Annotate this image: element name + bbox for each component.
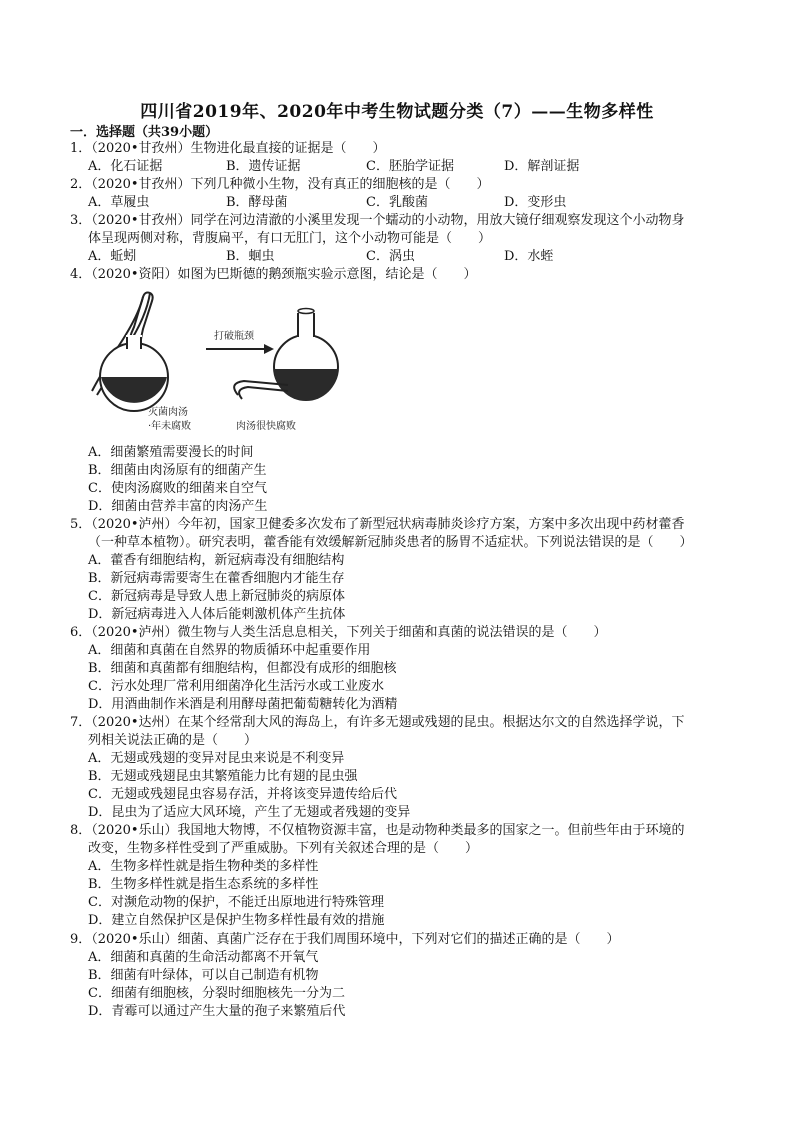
question-6-stem: 6．（2020•泸州）微生物与人类生活息息相关，下列关于细菌和真菌的说法错误的是（ ） [70, 625, 607, 640]
question-3-option-a: A．蚯蚓 [88, 249, 137, 264]
swan-neck-flask [92, 293, 168, 412]
question-3-option-c: C．涡虫 [366, 249, 415, 264]
question-7-option-a: A．无翅或残翅的变异对昆虫来说是不利变异 [88, 751, 345, 766]
question-9-option-c: C．细菌有细胞核，分裂时细胞核先一分为二 [88, 986, 345, 1001]
swan-neck-flask-figure [88, 287, 368, 437]
question-3-option-b: B．蛔虫 [226, 249, 275, 264]
arrow-label: 打破瓶颈 [214, 331, 254, 342]
question-1-stem: 1．（2020•甘孜州）生物进化最直接的证据是（ ） [70, 141, 386, 156]
question-9-option-b: B．细菌有叶绿体，可以自己制造有机物 [88, 968, 319, 983]
question-9-stem: 9．（2020•乐山）细菌、真菌广泛存在于我们周围环境中，下列对它们的描述正确的是（ ） [70, 932, 620, 947]
question-7-option-c: C．无翅或残翅昆虫容易存活，并将该变异遗传给后代 [88, 787, 397, 802]
question-3-option-d: D．水蛭 [504, 249, 554, 264]
question-6-option-c: C．污水处理厂常利用细菌净化生活污水或工业废水 [88, 679, 384, 694]
question-5-option-b: B．新冠病毒需要寄生在藿香细胞内才能生存 [88, 571, 345, 586]
question-5-option-a: A．藿香有细胞结构，新冠病毒没有细胞结构 [88, 553, 345, 568]
question-9-option-a: A．细菌和真菌的生命活动都离不开氧气 [88, 950, 319, 965]
question-2-option-d: D．变形虫 [504, 195, 567, 210]
page-title: 四川省2019年、2020年中考生物试题分类（7）——生物多样性 [140, 102, 654, 122]
question-4-option-d: D．细菌由营养丰富的肉汤产生 [88, 499, 268, 514]
question-5-stem-continued: （一种草本植物）。研究表明，藿香能有效缓解新冠肺炎患者的肠胃不适症状。下列说法错误的是（ ） [88, 535, 693, 550]
question-2-option-c: C．乳酸菌 [366, 195, 428, 210]
question-4-option-a: A．细菌繁殖需要漫长的时间 [88, 445, 254, 460]
question-2-option-b: B．酵母菌 [226, 195, 288, 210]
left-flask-caption-line-1: 灭菌肉汤 [148, 407, 188, 418]
question-1-option-b: B．遗传证据 [226, 159, 301, 174]
question-2-option-a: A．草履虫 [88, 195, 150, 210]
question-5-option-d: D．新冠病毒进入人体后能刺激机体产生抗体 [88, 607, 346, 622]
broken-neck-flask [274, 309, 338, 402]
question-6-option-b: B．细菌和真菌都有细胞结构，但都没有成形的细胞核 [88, 661, 397, 676]
question-3-stem-continued: 体呈现两侧对称，背腹扁平，有口无肛门，这个小动物可能是（ ） [88, 231, 492, 246]
arrow-icon [206, 344, 274, 354]
question-8-option-c: C．对濒危动物的保护，不能迁出原地进行特殊管理 [88, 895, 384, 910]
question-4-option-c: C．使肉汤腐败的细菌来自空气 [88, 481, 267, 496]
question-4-option-b: B．细菌由肉汤原有的细菌产生 [88, 463, 267, 478]
question-8-option-a: A．生物多样性就是指生物种类的多样性 [88, 859, 319, 874]
question-1-option-c: C．胚胎学证据 [366, 159, 454, 174]
right-flask-caption: 肉汤很快腐败 [236, 421, 296, 432]
question-4-stem: 4．（2020•资阳）如图为巴斯德的鹅颈瓶实验示意图，结论是（ ） [70, 267, 477, 282]
question-6-option-a: A．细菌和真菌在自然界的物质循环中起重要作用 [88, 643, 371, 658]
question-9-option-d: D．青霉可以通过产生大量的孢子来繁殖后代 [88, 1004, 346, 1019]
question-3-stem: 3．（2020•甘孜州）同学在河边清澈的小溪里发现一个蠕动的小动物，用放大镜仔细观察发现这个小动物身 [70, 213, 685, 228]
section-heading: 一．选择题（共39小题） [70, 125, 219, 140]
broken-neck-piece [234, 381, 288, 399]
question-1-option-d: D．解剖证据 [504, 159, 580, 174]
question-2-stem: 2．（2020•甘孜州）下列几种微小生物，没有真正的细胞核的是（ ） [70, 177, 490, 192]
question-7-option-b: B．无翅或残翅昆虫其繁殖能力比有翅的昆虫强 [88, 769, 358, 784]
question-7-stem-continued: 列相关说法正确的是（ ） [88, 733, 258, 748]
question-7-option-d: D．昆虫为了适应大风环境，产生了无翅或者残翅的变异 [88, 805, 411, 820]
question-1-option-a: A．化石证据 [88, 159, 163, 174]
question-8-stem-continued: 改变，生物多样性受到了严重威胁。下列有关叙述合理的是（ ） [88, 841, 479, 856]
question-8-option-d: D．建立自然保护区是保护生物多样性最有效的措施 [88, 913, 385, 928]
question-7-stem: 7．（2020•达州）在某个经常刮大风的海岛上，有许多无翅或残翅的昆虫。根据达尔文的自然选择学说，下 [70, 715, 685, 730]
question-8-stem: 8．（2020•乐山）我国地大物博，不仅植物资源丰富，也是动物种类最多的国家之一。但前些年由于环境的 [70, 823, 685, 838]
question-5-option-c: C．新冠病毒是导致人患上新冠肺炎的病原体 [88, 589, 345, 604]
left-flask-caption-line-2: ·年未腐败 [148, 421, 192, 432]
question-6-option-d: D．用酒曲制作米酒是利用酵母菌把葡萄糖转化为酒精 [88, 697, 398, 712]
question-8-option-b: B．生物多样性就是指生态系统的多样性 [88, 877, 319, 892]
question-5-stem: 5．（2020•泸州）今年初，国家卫健委多次发布了新型冠状病毒肺炎诊疗方案，方案中多次出现中药材藿香 [70, 517, 685, 532]
